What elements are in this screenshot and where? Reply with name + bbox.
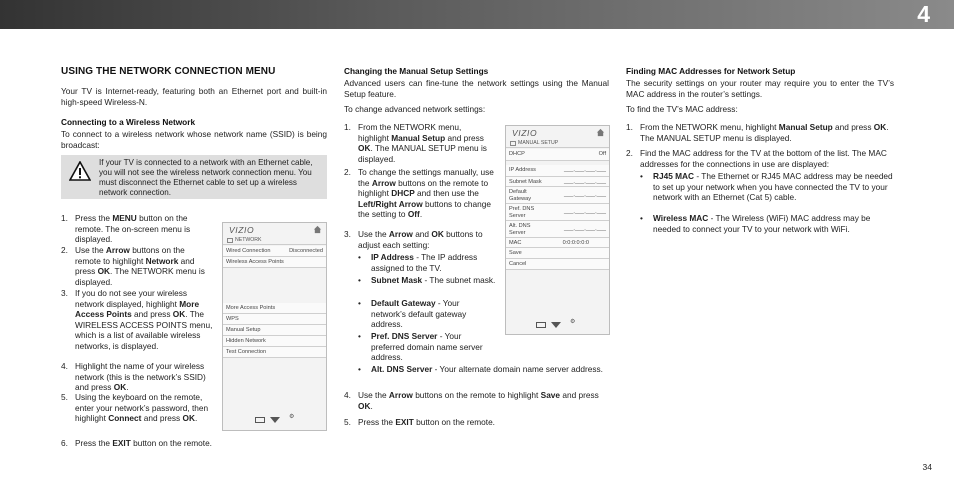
menu-item-label: Wired Connection: [226, 247, 271, 254]
step-text: From the NETWORK menu, highlight Manual Setup and press OK. The MANUAL SETUP menu is displayed.: [640, 122, 889, 143]
menu-item-label: Cancel: [509, 260, 527, 267]
step-text: Highlight the name of your wireless network (this is the network’s SSID) and press OK.: [75, 361, 206, 393]
bullet-text: Alt. DNS Server - Your alternate domain name server address.: [371, 364, 603, 374]
menu-item-label: DHCP: [509, 150, 525, 157]
menu-item-value: Off: [598, 150, 606, 157]
bullet-text: Pref. DNS Server - Your preferred domain name server address.: [371, 331, 483, 363]
menu-item-pref-dns[interactable]: [506, 204, 609, 221]
step-number: 4.: [344, 390, 351, 400]
step-text: Find the MAC address for the TV at the bottom of the list. The MAC addresses for the connections in use are displayed:: [640, 148, 887, 169]
menu-item-label: Test Connection: [226, 348, 267, 355]
menu-item-label: Save: [509, 249, 522, 256]
menu-item-label: Wireless Access Points: [226, 258, 284, 265]
subheading-wireless: Connecting to a Wireless Network: [61, 117, 196, 127]
mac-lead: To find the TV’s MAC address:: [626, 104, 738, 114]
settings-icon[interactable]: ⚙: [570, 319, 576, 325]
step-number: 1.: [344, 122, 351, 132]
warning-icon: [69, 161, 91, 181]
note-box: [61, 155, 327, 199]
wireless-intro: To connect to a wireless network whose network name (SSID) is being broadcast:: [61, 129, 327, 150]
menu-item-value: 0:0:0:0:0:0: [562, 239, 589, 246]
menu-item-value: Disconnected: [289, 247, 323, 254]
step-number: 6.: [61, 438, 68, 448]
down-arrow-icon[interactable]: [270, 417, 280, 423]
step-number: 5.: [344, 417, 351, 427]
step-number: 4.: [61, 361, 68, 371]
header-bar: [0, 0, 954, 29]
menu-item-label: Default Gateway: [509, 188, 532, 202]
tv-control-bar: [223, 413, 326, 427]
bullet-text: IP Address - The IP address assigned to the TV.: [371, 252, 478, 273]
menu-item-label: Alt. DNS Server: [509, 222, 531, 236]
manual-setup-intro: Advanced users can fine-tune the network settings using the Manual Setup feature.: [344, 78, 609, 99]
tv-manual-setup-menu: [505, 125, 610, 335]
menu-item-manual-setup[interactable]: [223, 325, 326, 336]
menu-item-hidden-network[interactable]: [223, 336, 326, 347]
mac-intro: The security settings on your router may require you to enter the TV’s MAC address in the router’s settings.: [626, 78, 894, 99]
manual-setup-lead: To change advanced network settings:: [344, 104, 486, 114]
menu-item-wps[interactable]: [223, 314, 326, 325]
menu-item-subnet-mask[interactable]: [506, 177, 609, 187]
step-text: If you do not see your wireless network displayed, highlight More Access Points and press OK. The WIRELESS ACCESS POINTS menu, which is a list of available wireless networks, is displayed.: [75, 288, 213, 352]
vizio-logo: VIZIO: [512, 128, 538, 138]
menu-item-label: IP Address: [509, 166, 536, 173]
menu-item-dhcp[interactable]: [506, 149, 609, 161]
menu-item-default-gateway[interactable]: [506, 187, 609, 204]
note-text: If your TV is connected to a network with an Ethernet cable, you will not see the wireless network connection menu. You must disconnect the Ethernet cable to set up a wireless network connection.: [99, 158, 313, 198]
network-icon: [227, 238, 233, 243]
home-icon[interactable]: [313, 225, 322, 234]
menu-item-label: WPS: [226, 315, 239, 322]
menu-item-test-connection[interactable]: [223, 347, 326, 358]
menu-item-label: More Access Points: [226, 304, 276, 311]
tv-network-menu: [222, 222, 327, 431]
menu-item-wireless-access-points[interactable]: [223, 257, 326, 268]
menu-item-wired-connection[interactable]: [223, 246, 326, 257]
menu-item-value: ___.___.___.___: [564, 166, 606, 173]
bullet-text: Default Gateway - Your network’s default gateway address.: [371, 298, 467, 330]
step-text: Use the Arrow and OK buttons to adjust each setting:: [358, 229, 483, 250]
info-icon[interactable]: [536, 322, 546, 328]
menu-item-label: MAC: [509, 239, 522, 246]
step-number: 1.: [61, 213, 68, 223]
step-number: 2.: [61, 245, 68, 255]
step-text: Using the keyboard on the remote, enter your network’s password, then highlight Connect and press OK.: [75, 392, 209, 424]
step-number: 3.: [344, 229, 351, 239]
step-text: Press the EXIT button on the remote.: [358, 417, 495, 427]
network-icon: [510, 141, 516, 146]
step-text: Use the Arrow buttons on the remote to highlight Save and press OK.: [358, 390, 599, 411]
info-icon[interactable]: [255, 417, 265, 423]
menu-item-label: Pref. DNS Server: [509, 205, 535, 219]
settings-icon[interactable]: ⚙: [289, 414, 295, 420]
step-text: To change the settings manually, use the Arrow buttons on the remote to highlight DHCP and then use the Left/Right Arrow buttons to change the setting to Off.: [358, 167, 494, 220]
menu-item-alt-dns[interactable]: [506, 221, 609, 238]
step-number: 3.: [61, 288, 68, 298]
menu-item-label: Subnet Mask: [509, 178, 542, 185]
intro-paragraph: Your TV is Internet-ready, featuring both an Ethernet port and built-in high-speed Wireless-N.: [61, 86, 327, 107]
menu-item-label: Manual Setup: [226, 326, 261, 333]
breadcrumb: [506, 139, 609, 148]
subheading-mac: Finding MAC Addresses for Network Setup: [626, 66, 796, 76]
bullet-text: RJ45 MAC - The Ethernet or RJ45 MAC address may be needed to set up your network when you have connected the TV to your network with an Ethernet (Cat 5) cable.: [653, 171, 893, 203]
breadcrumb-label: NETWORK: [235, 236, 262, 243]
breadcrumb: [223, 236, 326, 245]
tv-control-bar: [506, 318, 609, 332]
chapter-number: 4: [917, 1, 930, 27]
step-text: Press the MENU button on the remote. The on-screen menu is displayed.: [75, 213, 191, 245]
step-text: Press the EXIT button on the remote.: [75, 438, 212, 448]
step-number: 5.: [61, 392, 68, 402]
subheading-manual-setup: Changing the Manual Setup Settings: [344, 66, 489, 76]
vizio-logo: VIZIO: [229, 225, 255, 235]
menu-item-more-access-points[interactable]: [223, 303, 326, 314]
menu-item-value: ___.___.___.___: [564, 226, 606, 232]
step-text: From the NETWORK menu, highlight Manual Setup and press OK. The MANUAL SETUP menu is displayed.: [358, 122, 487, 164]
step-text: Use the Arrow buttons on the remote to highlight Network and press OK. The NETWORK menu is displayed.: [75, 245, 205, 287]
menu-item-ip-address[interactable]: [506, 165, 609, 177]
step-number: 1.: [626, 122, 633, 132]
menu-item-mac: [506, 238, 609, 248]
menu-item-cancel[interactable]: [506, 259, 609, 270]
menu-item-value: ___.___.___.___: [564, 192, 606, 198]
section-heading: USING THE NETWORK CONNECTION MENU: [61, 66, 276, 77]
breadcrumb-label: MANUAL SETUP: [518, 139, 559, 146]
menu-item-value: ___.___.___.___: [564, 178, 606, 185]
menu-item-save[interactable]: [506, 248, 609, 259]
menu-item-value: ___.___.___.___: [564, 209, 606, 215]
home-icon[interactable]: [596, 128, 605, 137]
down-arrow-icon[interactable]: [551, 322, 561, 328]
step-number: 2.: [344, 167, 351, 177]
menu-item-label: Hidden Network: [226, 337, 266, 344]
bullet-text: Subnet Mask - The subnet mask.: [371, 275, 496, 285]
bullet-text: Wireless MAC - The Wireless (WiFi) MAC address may be needed to connect your TV to your network with WiFi.: [653, 213, 871, 234]
page-number: 34: [922, 462, 932, 472]
